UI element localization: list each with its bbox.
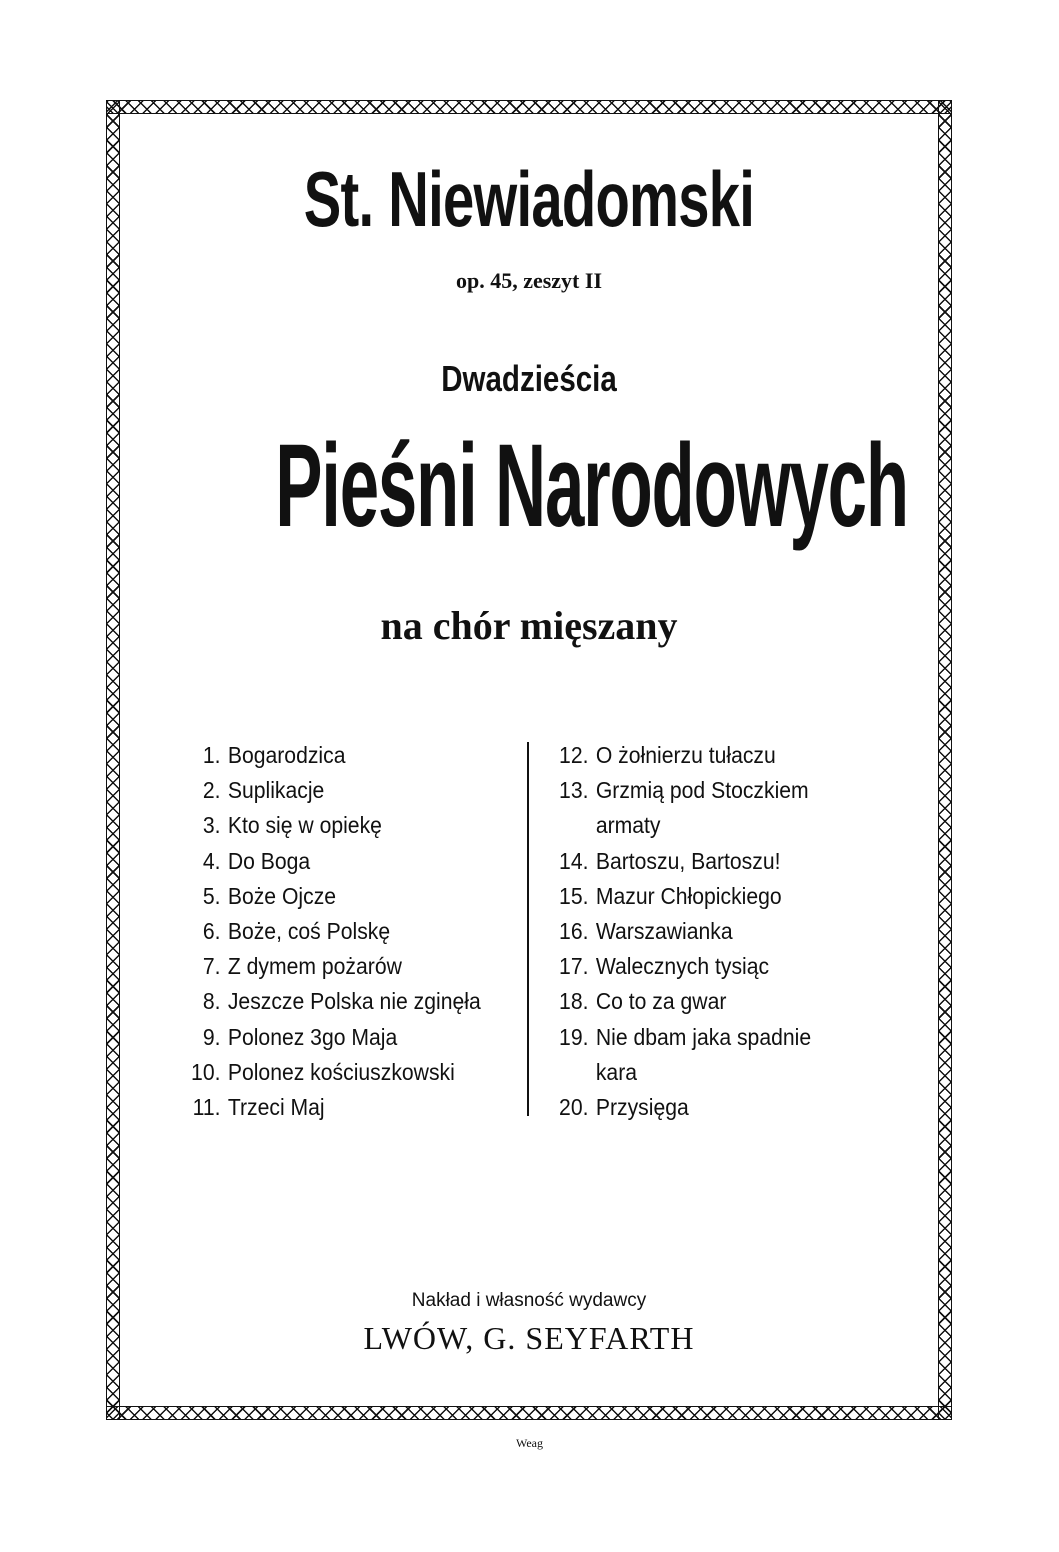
song-title: Do Boga [227, 847, 311, 874]
song-title: Suplikacje [227, 777, 325, 804]
list-item [180, 844, 493, 879]
border-top [106, 100, 952, 114]
song-number: 12. [559, 742, 589, 768]
author-name: St. Niewiadomski [303, 155, 755, 243]
song-number: 10. [191, 1058, 221, 1085]
song-title: Nie dbam jaka spadnie kara [595, 1023, 812, 1085]
list-item [548, 879, 879, 914]
song-number: 14. [559, 847, 589, 874]
list-item [180, 984, 493, 1019]
song-title: Z dymem pożarów [227, 953, 402, 980]
column-divider [527, 742, 529, 1116]
song-number: 5. [202, 882, 221, 909]
list-item [548, 949, 879, 984]
song-number: 16. [559, 917, 589, 944]
list-item [548, 738, 879, 773]
song-title: Co to za gwar [595, 988, 727, 1015]
song-title: Polonez 3go Maja [227, 1023, 398, 1050]
song-number: 11. [192, 1093, 221, 1120]
song-number: 3. [202, 812, 221, 839]
song-title: Grzmią pod Stoczkiem armaty [595, 777, 809, 839]
song-number: 6. [202, 917, 221, 944]
song-number: 9. [202, 1023, 221, 1050]
publisher-name: LWÓW, G. SEYFARTH [363, 1320, 695, 1356]
song-number: 13. [559, 777, 589, 804]
song-number: 17. [559, 953, 589, 980]
song-number: 20. [559, 1093, 589, 1120]
list-item [180, 738, 493, 773]
song-title: Bartoszu, Bartoszu! [595, 847, 781, 874]
list-item [548, 984, 879, 1019]
song-title: Bogarodzica [227, 742, 346, 768]
song-list-right [548, 738, 879, 1125]
song-title: Polonez kościuszkowski [227, 1058, 455, 1085]
song-number: 8. [202, 988, 221, 1015]
song-number: 19. [559, 1023, 589, 1050]
song-number: 18. [559, 988, 589, 1015]
list-item [180, 949, 493, 984]
song-title: Przysięga [595, 1093, 689, 1120]
song-title: O żołnierzu tułaczu [595, 742, 776, 768]
pre-title: Dwadzieścia [441, 358, 617, 399]
song-number: 7. [202, 953, 221, 980]
border-bottom [106, 1406, 952, 1420]
song-list-left [180, 738, 493, 1125]
list-item [180, 1020, 493, 1055]
list-item [180, 1090, 493, 1125]
list-item [548, 914, 879, 949]
border-left [106, 100, 120, 1420]
song-number: 4. [202, 847, 221, 874]
song-number: 2. [202, 777, 221, 804]
subtitle: na chór mięszany [380, 603, 678, 648]
border-right [938, 100, 952, 1420]
list-item [180, 773, 493, 808]
list-item [180, 1055, 493, 1090]
song-title: Trzeci Maj [227, 1093, 325, 1120]
song-title: Kto się w opiekę [227, 812, 382, 839]
list-item [548, 773, 833, 843]
song-title: Walecznych tysiąc [595, 953, 770, 980]
list-item [180, 808, 493, 843]
list-item [548, 844, 879, 879]
list-item [548, 1020, 842, 1090]
list-item [180, 879, 493, 914]
list-item [180, 914, 493, 949]
song-title: Mazur Chłopickiego [595, 882, 782, 909]
song-number: 15. [559, 882, 589, 909]
song-title: Boże, coś Polskę [227, 917, 391, 944]
opus-number: op. 45, zeszyt II [455, 268, 603, 293]
list-item [548, 1090, 879, 1125]
song-title: Warszawianka [595, 917, 733, 944]
song-title: Jeszcze Polska nie zginęła [227, 988, 481, 1015]
song-number: 1. [202, 742, 221, 768]
main-title: Pieśni Narodowych [275, 420, 908, 552]
song-title: Boże Ojcze [227, 882, 337, 909]
printer-mark: Weag [515, 1436, 544, 1450]
publisher-note: Nakład i własność wydawcy [411, 1290, 647, 1311]
